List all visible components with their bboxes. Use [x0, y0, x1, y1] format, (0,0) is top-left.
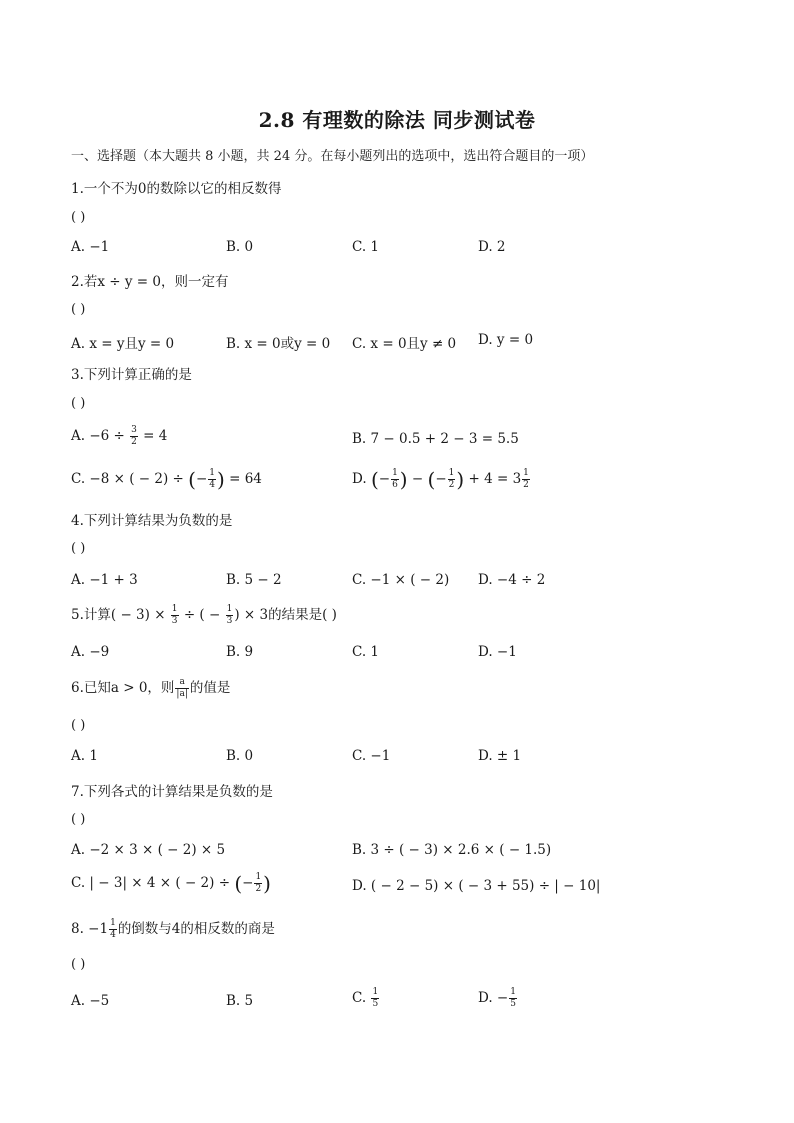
option-a: A. x = y且y = 0 — [71, 336, 175, 352]
option-text: A. −6 ÷ — [71, 428, 130, 444]
page-title: 2.8 有理数的除法 同步测试卷 — [258, 108, 536, 132]
option-b: B. x = 0或y = 0 — [226, 336, 331, 352]
numerator: 1 — [448, 468, 455, 478]
denominator: 3 — [171, 616, 178, 626]
option-b: B. 3 ÷ ( − 3) × 2.6 × ( − 1.5) — [352, 842, 552, 858]
question-3-stem: 3.下列计算正确的是 — [71, 367, 192, 383]
option-text: D. − — [478, 990, 509, 1006]
option-d: D. ( − 2 − 5) × ( − 3 + 55) ÷ | − 10| — [352, 878, 601, 894]
minus-sign: − — [435, 471, 447, 487]
denominator: 2 — [255, 884, 262, 894]
stem-text: 8. −1 — [71, 921, 109, 937]
fraction — [448, 469, 456, 490]
fraction — [109, 919, 117, 940]
numerator: a — [175, 678, 188, 689]
question-4-stem: 4.下列计算结果为负数的是 — [71, 513, 233, 529]
question-2-stem: 2.若x ÷ y = 0，则一定有 — [71, 274, 229, 290]
stem-text: ÷ ( − — [179, 607, 225, 623]
denominator: 2 — [448, 480, 455, 490]
option-a: A. −1 — [71, 239, 110, 255]
minus-sign: − — [195, 471, 208, 487]
numerator: 3 — [131, 425, 137, 435]
option-b: B. 5 — [226, 993, 254, 1009]
option-d: D. −1 — [478, 644, 517, 660]
right-paren: ) — [456, 467, 465, 492]
answer-blank: ( ) — [71, 396, 86, 411]
option-text: − — [407, 471, 428, 487]
answer-blank: ( ) — [71, 302, 86, 317]
option-d — [478, 988, 518, 1009]
fraction — [175, 678, 188, 699]
option-text: C. −8 × ( − 2) ÷ — [71, 471, 189, 487]
stem-text: 5.计算( − 3) × — [71, 607, 170, 623]
numerator: 1 — [255, 872, 262, 882]
answer-blank: ( ) — [71, 812, 86, 827]
option-c: C. −1 × ( − 2) — [352, 572, 450, 588]
numerator: 1 — [110, 918, 116, 928]
numerator: 1 — [226, 604, 233, 614]
question-5-stem — [71, 603, 337, 626]
section-header: 一、选择题（本大题共 8 小题，共 24 分。在每小题列出的选项中，选出符合题目的一项） — [71, 149, 594, 164]
answer-blank: ( ) — [71, 718, 86, 733]
option-text: C. — [352, 990, 371, 1006]
fraction — [371, 988, 379, 1009]
fraction — [208, 469, 216, 490]
denominator: 2 — [523, 480, 529, 490]
option-a — [71, 426, 167, 447]
answer-blank: ( ) — [71, 210, 86, 225]
question-7-stem: 7.下列各式的计算结果是负数的是 — [71, 784, 273, 800]
option-text: D. — [352, 471, 371, 487]
option-b: B. 5 − 2 — [226, 572, 282, 588]
option-b: B. 0 — [226, 239, 254, 255]
numerator: 1 — [372, 987, 379, 997]
option-text: = 4 — [138, 428, 168, 444]
option-d: D. −4 ÷ 2 — [478, 572, 546, 588]
option-a: A. −5 — [71, 993, 110, 1009]
stem-text: ) × 3的结果是( ) — [234, 607, 337, 623]
denominator: 5 — [510, 999, 516, 1009]
question-1-stem: 1.一个不为0的数除以它的相反数得 — [71, 181, 282, 197]
denominator: 4 — [209, 480, 215, 490]
denominator: 5 — [372, 999, 379, 1009]
numerator: 1 — [392, 468, 398, 478]
option-d — [352, 469, 531, 490]
fraction — [130, 426, 138, 447]
right-paren: ) — [399, 467, 408, 492]
option-text: C. | − 3| × 4 × ( − 2) ÷ — [71, 875, 235, 891]
denominator: 6 — [392, 480, 398, 490]
denominator: 2 — [131, 437, 137, 447]
left-paren: ( — [188, 467, 196, 492]
option-d: D. y = 0 — [478, 332, 534, 348]
option-c — [71, 873, 271, 894]
option-d: D. ± 1 — [478, 748, 522, 764]
left-paren: ( — [370, 467, 379, 492]
option-a: A. −1 + 3 — [71, 572, 138, 588]
option-c: C. −1 — [352, 748, 391, 764]
option-b: B. 7 − 0.5 + 2 − 3 = 5.5 — [352, 431, 519, 447]
denominator: |a| — [176, 689, 188, 699]
fraction — [171, 605, 179, 626]
fraction — [509, 988, 517, 1009]
minus-sign: − — [378, 471, 391, 487]
option-a: A. −9 — [71, 644, 110, 660]
option-c: C. 1 — [352, 239, 380, 255]
left-paren: ( — [427, 467, 436, 492]
numerator: 1 — [171, 604, 178, 614]
option-d: D. 2 — [478, 239, 506, 255]
option-text: = 64 — [224, 471, 262, 487]
numerator: 1 — [523, 468, 529, 478]
right-paren: ) — [263, 871, 271, 896]
stem-text: 6.已知a > 0，则 — [71, 680, 175, 696]
answer-blank: ( ) — [71, 957, 86, 972]
option-b: B. 9 — [226, 644, 254, 660]
numerator: 1 — [209, 468, 215, 478]
option-c — [352, 988, 380, 1009]
question-8-stem — [71, 917, 275, 940]
denominator: 3 — [226, 616, 233, 626]
numerator: 1 — [510, 987, 516, 997]
left-paren: ( — [234, 871, 243, 896]
option-c: C. x = 0且y ≠ 0 — [352, 336, 457, 352]
fraction — [522, 469, 530, 490]
right-paren: ) — [217, 467, 225, 492]
question-6-stem — [71, 676, 230, 699]
fraction — [226, 605, 234, 626]
option-c — [71, 469, 262, 490]
denominator: 4 — [110, 930, 116, 940]
option-b: B. 0 — [226, 748, 254, 764]
stem-text: 的值是 — [189, 680, 231, 696]
stem-text: 的倒数与4的相反数的商是 — [117, 921, 275, 937]
option-a: A. 1 — [71, 748, 98, 764]
option-c: C. 1 — [352, 644, 380, 660]
option-a: A. −2 × 3 × ( − 2) × 5 — [71, 842, 226, 858]
option-text: + 4 = 3 — [464, 471, 522, 487]
fraction — [391, 469, 399, 490]
answer-blank: ( ) — [71, 541, 86, 556]
fraction — [254, 873, 262, 894]
minus-sign: − — [242, 875, 254, 891]
